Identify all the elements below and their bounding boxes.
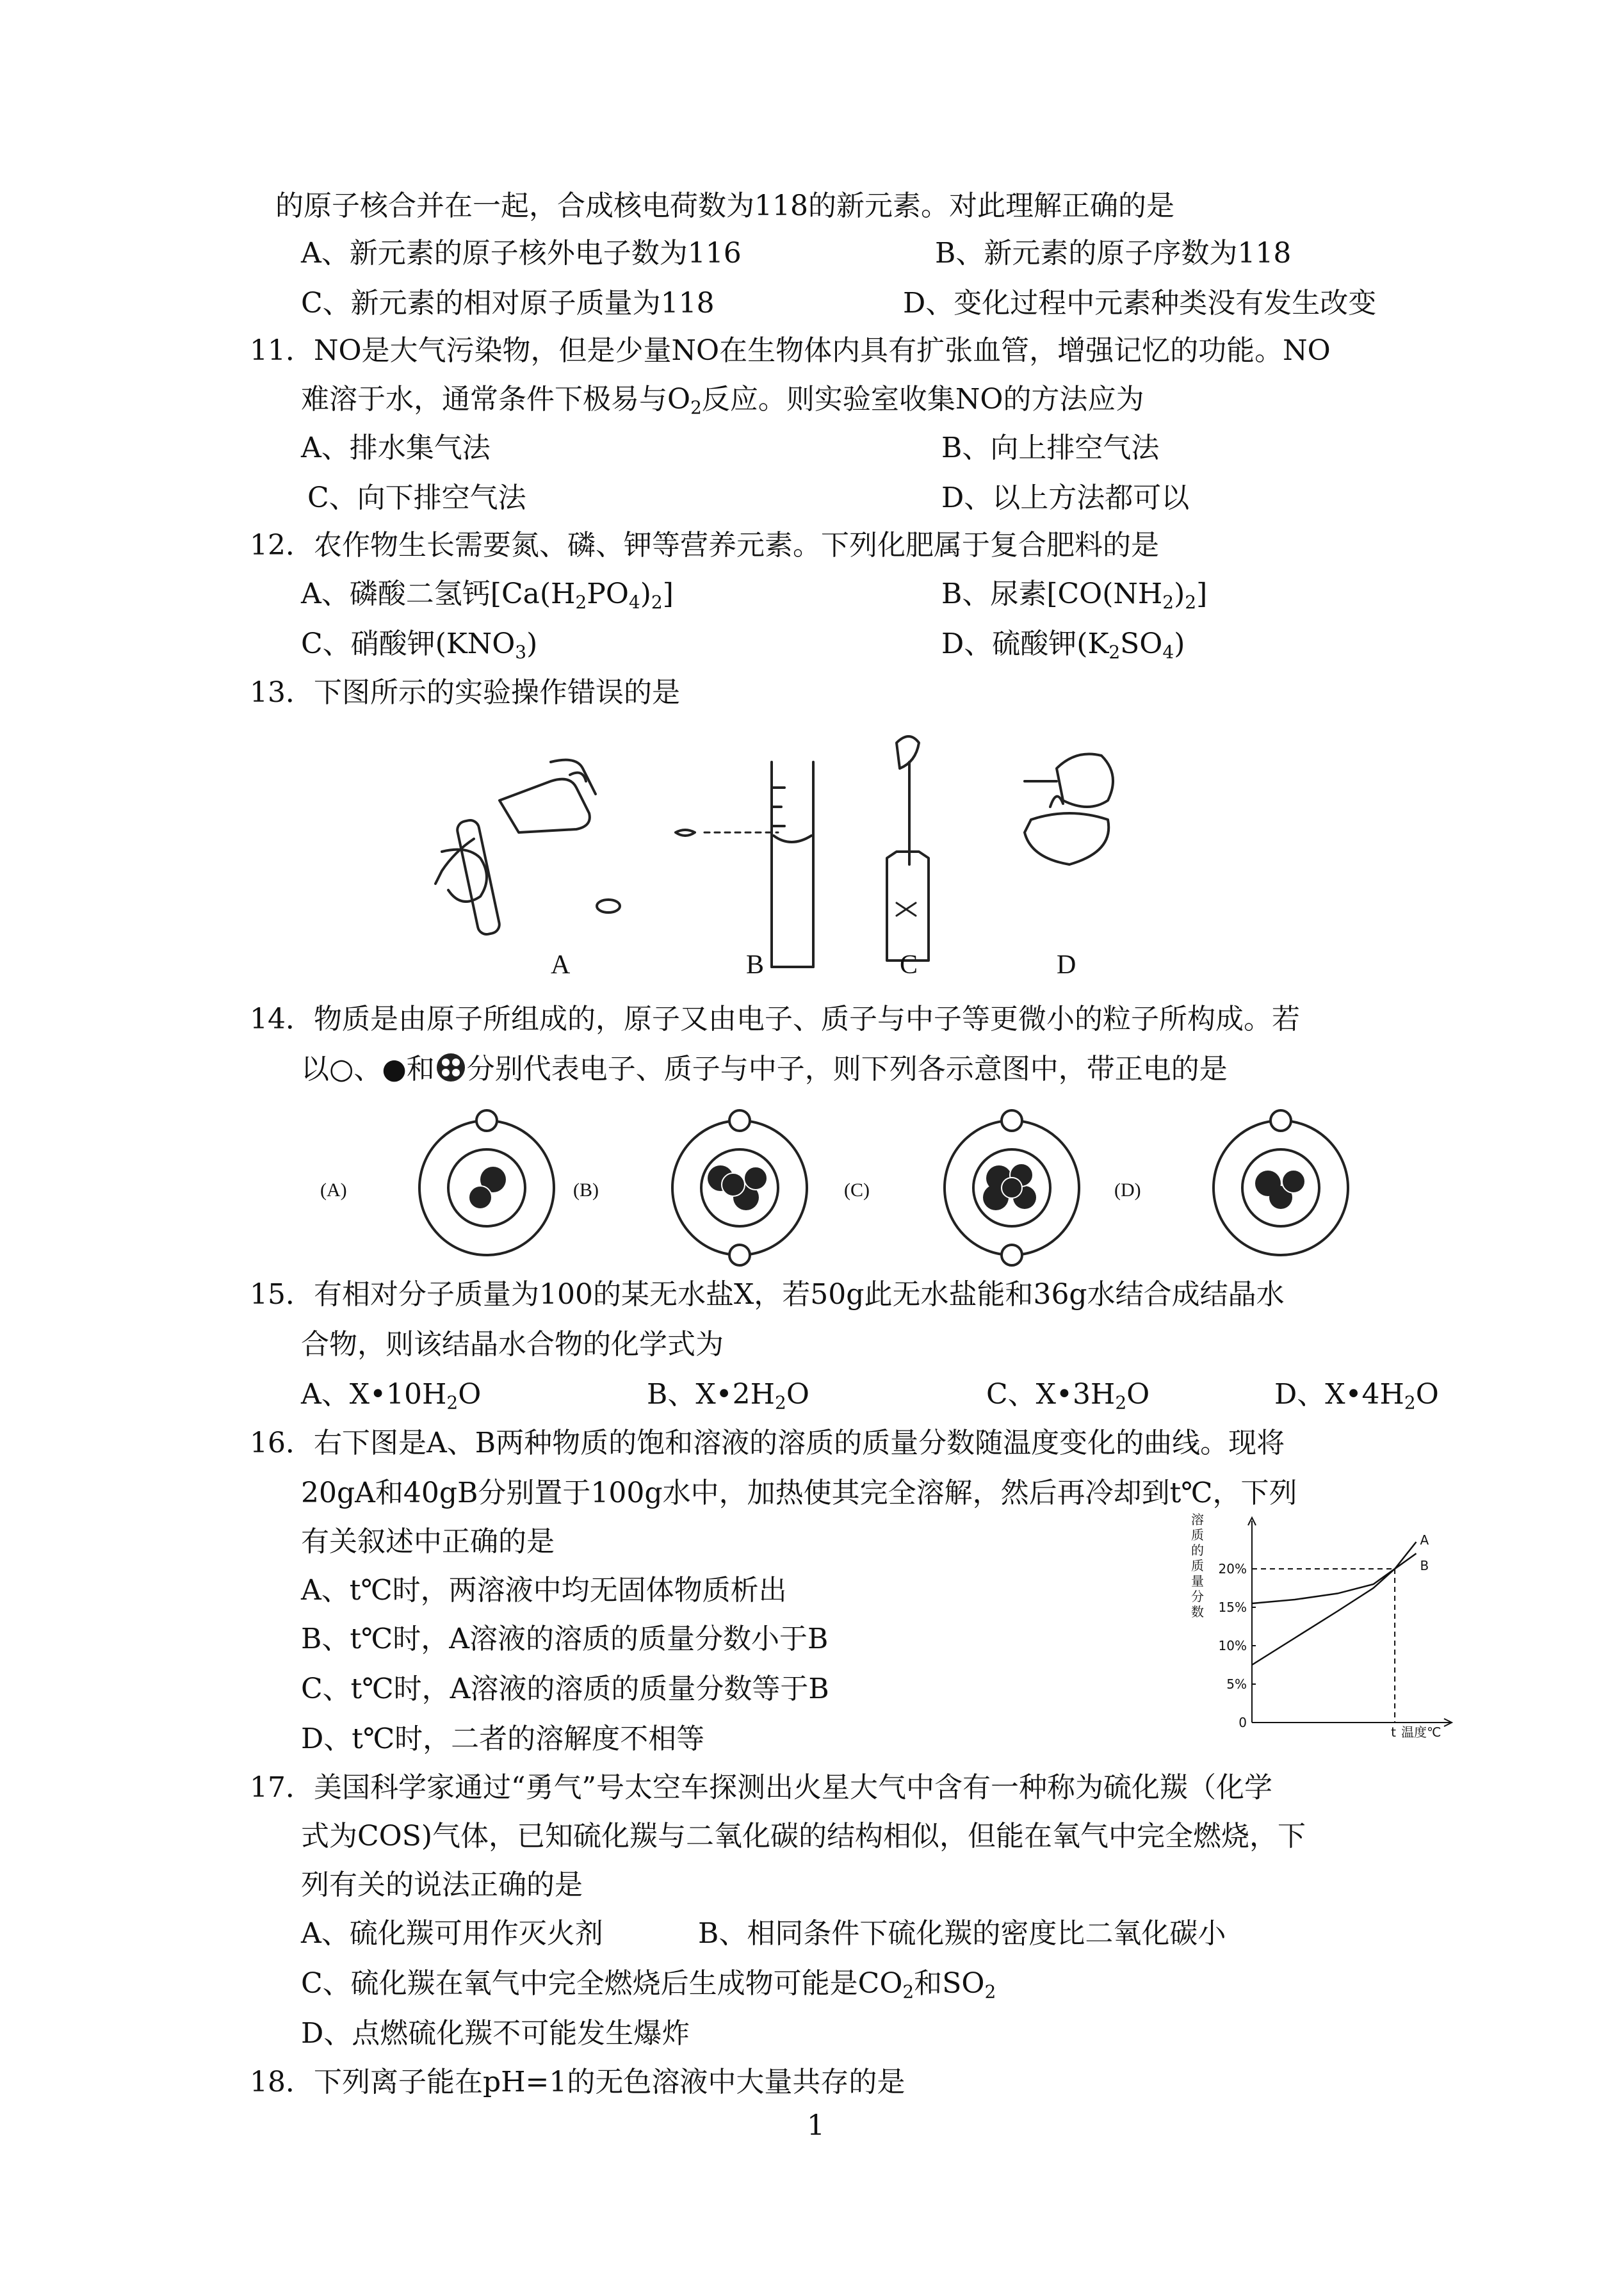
option-11-c: C、向下排空气法	[307, 482, 526, 514]
question-13-stem: 13．下图所示的实验操作错误的是	[250, 676, 680, 709]
eye-icon	[676, 830, 695, 836]
lab-operations-figure	[423, 724, 1191, 980]
option-17-d: D、点燃硫化羰不可能发生爆炸	[301, 2017, 690, 2050]
chart-ytick-label: 0	[1238, 1715, 1247, 1730]
option-11-a: A、排水集气法	[301, 432, 491, 464]
option-10-d: D、变化过程中元素种类没有发生改变	[903, 287, 1377, 320]
option-16-d: D、t℃时，二者的溶解度不相等	[301, 1723, 705, 1755]
question-11-stem: 11．NO是大气污染物，但是少量NO在生物体内具有扩张血管，增强记忆的功能。NO	[250, 334, 1331, 367]
chart-ylabel-5: 量	[1191, 1573, 1204, 1589]
question-17-stem: 17．美国科学家通过“勇气”号太空车探测出火星大气中含有一种称为硫化羰（化学	[250, 1771, 1272, 1804]
fig13-label-c: C	[900, 950, 918, 980]
gas-jar-icon	[887, 852, 929, 961]
chart-ytick-label: 5%	[1226, 1676, 1247, 1692]
question-15-stem-line2: 合物，则该结晶水合物的化学式为	[301, 1328, 724, 1361]
page-number: 1	[807, 2109, 825, 2142]
option-17-a: A、硫化羰可用作灭火剂	[301, 1917, 603, 1950]
fig13-label-d: D	[1057, 950, 1076, 980]
chart-ytick-label: 15%	[1218, 1600, 1247, 1615]
option-12-d: D、硫酸钾$(K_2SO_4)$	[941, 628, 1185, 663]
flask-icon	[1057, 754, 1113, 807]
option-11-b: B、向上排空气法	[941, 432, 1160, 464]
alcohol-lamp-icon	[1025, 813, 1108, 864]
question-17-stem-line2: 式为COS)气体，已知硫化羰与二氧化碳的结构相似，但能在氧气中完全燃烧，下	[301, 1820, 1306, 1853]
option-15-c: C、$X•3H_2O$	[986, 1378, 1150, 1413]
question-12-stem: 12．农作物生长需要氮、磷、钾等营养元素。下列化肥属于复合肥料的是	[250, 529, 1159, 562]
atom-label-d: (D)	[1114, 1180, 1141, 1201]
atom-label-a: (A)	[320, 1180, 347, 1201]
question-17-stem-line3: 列有关的说法正确的是	[301, 1869, 583, 1901]
chart-xtick-t: t	[1391, 1724, 1396, 1740]
chart-ytick-label: 10%	[1218, 1638, 1247, 1653]
option-10-c: C、新元素的相对原子质量为118	[301, 287, 715, 320]
option-12-b: B、尿素$[CO(NH_2)_2]$	[941, 578, 1208, 613]
solubility-chart	[1191, 1511, 1473, 1742]
option-15-b: B、$X•2H_2O$	[647, 1378, 809, 1413]
question-15-stem: 15．有相对分子质量为100的某无水盐X，若50g此无水盐能和36g水结合成结晶水	[250, 1278, 1285, 1311]
chart-ylabel-2: 质	[1191, 1527, 1204, 1543]
bottle-stopper-icon	[597, 900, 620, 912]
test-tube-icon	[456, 818, 501, 936]
chart-xlabel: 温度℃	[1401, 1724, 1441, 1740]
atom-models-figure	[320, 1108, 1358, 1268]
chart-series-label-b: B	[1420, 1558, 1429, 1573]
option-15-d: D、$X•4H_2O$	[1274, 1378, 1439, 1413]
tongs-icon	[897, 736, 919, 768]
question-16-stem: 16．右下图是A、B两种物质的饱和溶液的溶质的质量分数随温度变化的曲线。现将	[250, 1427, 1285, 1459]
reagent-bottle-icon	[499, 779, 590, 832]
question-10-stem-end: 的原子核合并在一起，合成核电荷数为118的新元素。对此理解正确的是	[275, 190, 1174, 222]
option-16-b: B、t℃时，A溶液的溶质的质量分数小于B	[301, 1623, 829, 1655]
atom-label-b: (B)	[573, 1180, 599, 1201]
option-12-a: A、磷酸二氢钙$[Ca(H_2PO_4)_2]$	[301, 578, 674, 613]
atom-label-c: (C)	[844, 1180, 870, 1201]
option-17-c: C、硫化羰在氧气中完全燃烧后生成物可能是$CO_2$和$SO_2$	[301, 1967, 996, 2002]
chart-series-label-a: A	[1420, 1532, 1429, 1548]
option-17-b: B、相同条件下硫化羰的密度比二氧化碳小	[698, 1917, 1226, 1950]
question-16-stem-line2: 20gA和40gB分别置于100g水中，加热使其完全溶解，然后再冷却到t℃，下列	[301, 1477, 1297, 1509]
chart-ylabel-1: 溶	[1191, 1512, 1204, 1527]
fig13-label-a: A	[551, 950, 571, 980]
chart-ylabel-3: 的	[1191, 1543, 1204, 1558]
option-10-a: A、新元素的原子核外电子数为116	[301, 237, 742, 270]
option-16-a: A、t℃时，两溶液中均无固体物质析出	[301, 1574, 787, 1607]
option-16-c: C、t℃时，A溶液的溶质的质量分数等于B	[301, 1673, 829, 1705]
neutron-icon	[435, 1051, 467, 1083]
question-14-stem-line2: 以○、●和 分别代表电子、质子与中子，则下列各示意图中，带正电的是	[301, 1053, 1228, 1085]
chart-ytick-label: 20%	[1218, 1561, 1247, 1577]
chart-ylabel-7: 数	[1191, 1604, 1204, 1619]
option-11-d: D、以上方法都可以	[941, 482, 1190, 514]
question-14-stem: 14．物质是由原子所组成的，原子又由电子、质子与中子等更微小的粒子所构成。若	[250, 1003, 1300, 1035]
question-18-stem: 18．下列离子能在pH=1的无色溶液中大量共存的是	[250, 2066, 905, 2098]
neutron-icon	[469, 1186, 492, 1209]
chart-ylabel-4: 质	[1191, 1558, 1204, 1573]
option-12-c: C、硝酸钾$(KNO_3)$	[301, 628, 538, 663]
question-16-stem-line3: 有关叙述中正确的是	[301, 1525, 555, 1558]
electron-icon	[476, 1110, 497, 1131]
chart-ylabel-6: 分	[1191, 1589, 1204, 1604]
option-15-a: A、$X•10H_2O$	[301, 1378, 482, 1413]
question-11-stem-line2: 难溶于水，通常条件下极易与$O_2$反应。则实验室收集NO的方法应为	[301, 383, 1144, 418]
option-10-b: B、新元素的原子序数为118	[935, 237, 1292, 270]
fig13-label-b: B	[746, 950, 765, 980]
